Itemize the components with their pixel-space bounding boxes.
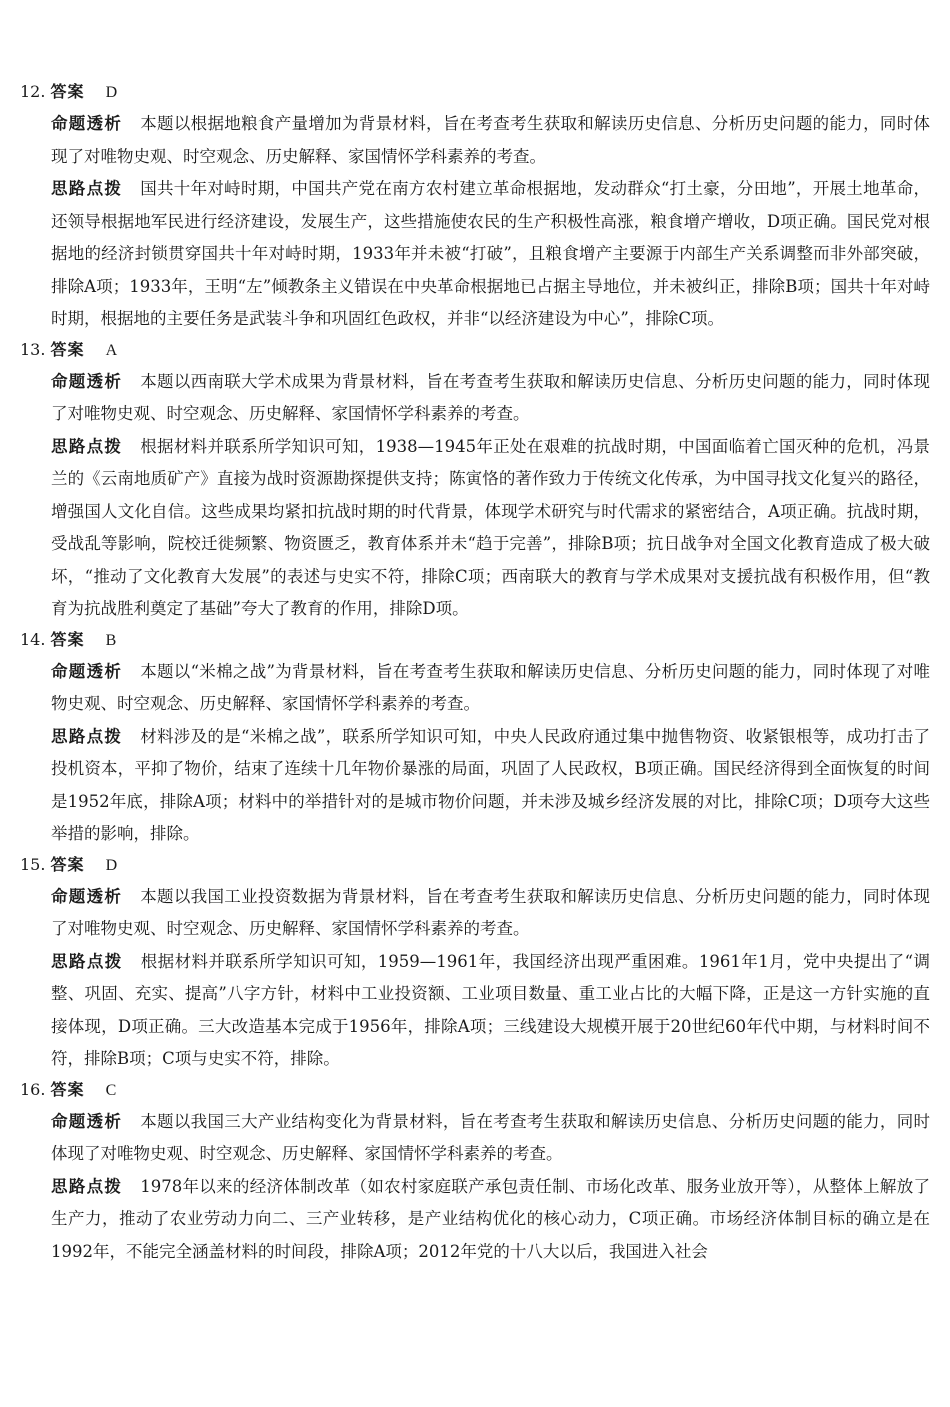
question-header — [0, 1078, 950, 1104]
analysis-label: 思路点拨 — [51, 436, 123, 456]
intent-label: 命题透析 — [51, 886, 123, 906]
question-number: 16. — [20, 1079, 46, 1099]
answer-value: B — [105, 631, 117, 649]
question-16 — [0, 1078, 950, 1269]
answer-value: C — [105, 1081, 117, 1099]
question-12 — [0, 80, 950, 336]
analysis-label: 思路点拨 — [51, 1176, 123, 1196]
answer-value: A — [105, 341, 118, 359]
intent-text: 本题以西南联大学术成果为背景材料，旨在考查考生获取和解读历史信息、分析历史问题的能力，同时体现了对唯物史观、时空观念、历史解释、家国情怀学科素养的考查。 — [51, 371, 931, 423]
answer-key-page — [0, 80, 950, 1268]
answer-label: 答案 — [50, 1079, 85, 1099]
analysis-text: 国共十年对峙时期，中国共产党在南方农村建立革命根据地，发动群众“打土豪，分田地”，开展土地革命，还领导根据地军民进行经济建设，发展生产，这些措施使农民的生产积极性高涨，粮食增产增收，D项正确。国民党对根据地的经济封锁贯穿国共十年对峙时期，1933年并未被“打破”，且粮食增产主要源于内部生产关系调整而非外部突破，排除A项；1933年，王明“左”倾教条主义错误在中央革命根据地已占据主导地位，并未被纠正，排除B项；国共十年对峙时期，根据地的主要任务是武装斗争和巩固红色政权，并非“以经济建设为中心”，排除C项。 — [51, 179, 930, 328]
intent-text: 本题以我国工业投资数据为背景材料，旨在考查考生获取和解读历史信息、分析历史问题的能力，同时体现了对唯物史观、时空观念、历史解释、家国情怀学科素养的考查。 — [51, 886, 931, 938]
question-13 — [0, 338, 950, 626]
analysis-label: 思路点拨 — [51, 179, 123, 198]
intent-paragraph — [0, 656, 950, 721]
question-header — [0, 853, 950, 879]
analysis-text: 根据材料并联系所学知识可知，1959—1961年，我国经济出现严重困难。1961年1月，党中央提出了“调整、巩固、充实、提高”八字方针，材料中工业投资额、工业项目数量、重工业占比的大幅下降，正是这一方针实施的直接体现，D项正确。三大改造基本完成于1956年，排除A项；三线建设大规模开展于20世纪60年代中期，与材料时间不符，排除B项；C项与史实不符，排除。 — [51, 951, 930, 1068]
question-number: 15. — [20, 854, 46, 874]
analysis-paragraph — [0, 173, 950, 336]
question-header — [0, 628, 950, 654]
answer-label: 答案 — [50, 82, 85, 101]
intent-paragraph — [0, 366, 950, 431]
question-number: 13. — [20, 339, 46, 359]
question-14 — [0, 628, 950, 851]
intent-label: 命题透析 — [51, 371, 123, 391]
intent-label: 命题透析 — [51, 114, 123, 133]
question-header — [0, 338, 950, 364]
analysis-paragraph — [0, 431, 950, 626]
intent-paragraph — [0, 881, 950, 946]
intent-paragraph — [0, 108, 950, 173]
analysis-text: 材料涉及的是“米棉之战”，联系所学知识可知，中央人民政府通过集中抛售物资、收紧银根等，成功打击了投机资本，平抑了物价，结束了连续十几年物价暴涨的局面，巩固了人民政权，B项正确。国民经济得到全面恢复的时间是1952年底，排除A项；材料中的举措针对的是城市物价问题，并未涉及城乡经济发展的对比，排除C项；D项夸大这些举措的影响，排除。 — [51, 726, 930, 843]
intent-label: 命题透析 — [51, 661, 123, 681]
analysis-text: 1978年以来的经济体制改革（如农村家庭联产承包责任制、市场化改革、服务业放开等），从整体上解放了生产力，推动了农业劳动力向二、三产业转移，是产业结构优化的核心动力，C项正确。市场经济体制目标的确立是在1992年，不能完全涵盖材料的时间段，排除A项；2012年党的十八大以后，我国进入社会 — [51, 1176, 931, 1261]
intent-text: 本题以“米棉之战”为背景材料，旨在考查考生获取和解读历史信息、分析历史问题的能力，同时体现了对唯物史观、时空观念、历史解释、家国情怀学科素养的考查。 — [51, 661, 930, 713]
analysis-paragraph — [0, 946, 950, 1076]
analysis-label: 思路点拨 — [51, 726, 123, 746]
answer-value: D — [105, 856, 118, 874]
answer-label: 答案 — [50, 629, 85, 649]
analysis-paragraph — [0, 721, 950, 851]
intent-text: 本题以我国三大产业结构变化为背景材料，旨在考查考生获取和解读历史信息、分析历史问题的能力，同时体现了对唯物史观、时空观念、历史解释、家国情怀学科素养的考查。 — [51, 1111, 931, 1163]
analysis-text: 根据材料并联系所学知识可知，1938—1945年正处在艰难的抗战时期，中国面临着亡国灭种的危机，冯景兰的《云南地质矿产》直接为战时资源勘探提供支持；陈寅恪的著作致力于传统文化传承，为中国寻找文化复兴的路径，增强国人文化自信。这些成果均紧扣抗战时期的时代背景，体现学术研究与时代需求的紧密结合，A项正确。抗战时期，受战乱等影响，院校迁徙频繁、物资匮乏，教育体系并未“趋于完善”，排除B项；抗日战争对全国文化教育造成了极大破坏，“推动了文化教育大发展”的表述与史实不符，排除C项；西南联大的教育与学术成果对支援抗战有积极作用，但“教育为抗战胜利奠定了基础”夸大了教育的作用，排除D项。 — [51, 436, 931, 618]
analysis-paragraph — [0, 1171, 950, 1269]
intent-label: 命题透析 — [51, 1111, 123, 1131]
intent-text: 本题以根据地粮食产量增加为背景材料，旨在考查考生获取和解读历史信息、分析历史问题的能力，同时体现了对唯物史观、时空观念、历史解释、家国情怀学科素养的考查。 — [51, 114, 931, 166]
intent-paragraph — [0, 1106, 950, 1171]
answer-label: 答案 — [50, 339, 85, 359]
question-number: 14. — [20, 629, 46, 649]
question-number: 12. — [20, 82, 46, 101]
answer-label: 答案 — [50, 854, 85, 874]
analysis-label: 思路点拨 — [51, 951, 123, 971]
question-header — [0, 80, 950, 106]
answer-value: D — [105, 84, 118, 101]
question-15 — [0, 853, 950, 1076]
